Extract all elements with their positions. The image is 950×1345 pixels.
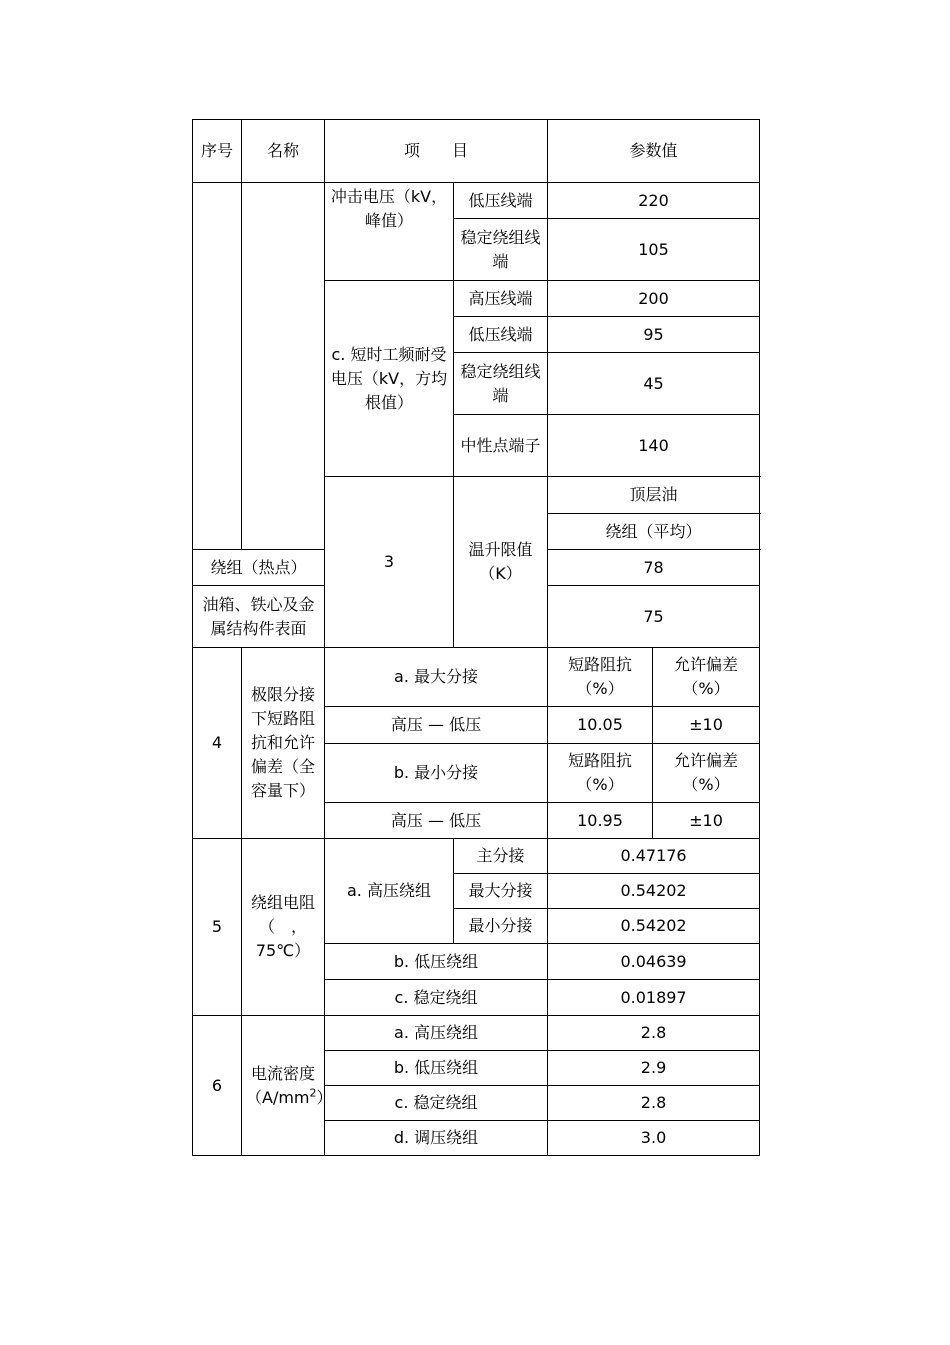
temp-rise-item: 顶层油 (548, 477, 760, 514)
seq-cell-blank (193, 183, 242, 550)
max-tap-label: a. 最大分接 (325, 648, 548, 707)
table-row (193, 1016, 760, 1051)
resistance-item: c. 稳定绕组 (325, 980, 548, 1016)
power-freq-sub-label: 中性点端子 (454, 415, 548, 477)
seq-cell: 3 (325, 477, 454, 648)
power-freq-value: 140 (548, 415, 760, 477)
resistance-value: 0.04639 (548, 944, 760, 980)
power-freq-sub-label: 稳定绕组线端 (454, 353, 548, 415)
resistance-item: b. 低压绕组 (325, 944, 548, 980)
current-density-value: 2.9 (548, 1051, 760, 1086)
power-freq-value: 200 (548, 281, 760, 317)
table-row (193, 648, 760, 707)
hv-tap-label: 最小分接 (454, 909, 548, 944)
temp-rise-item: 绕组（平均） (548, 514, 760, 550)
tolerance-value: ±10 (653, 707, 760, 744)
impulse-voltage-label: 冲击电压（kV，峰值） (325, 183, 454, 281)
impedance-column-header: 短路阻抗（%） (548, 648, 653, 707)
current-density-item: b. 低压绕组 (325, 1051, 548, 1086)
table-row (193, 839, 760, 874)
temp-rise-value: 78 (548, 550, 760, 586)
tolerance-column-header: 允许偏差（%） (653, 648, 760, 707)
winding-pair: 高压 — 低压 (325, 803, 548, 839)
resistance-name: 绕组电阻（ ，75℃） (242, 839, 325, 1016)
resistance-value: 0.01897 (548, 980, 760, 1016)
header-value: 参数值 (548, 120, 760, 183)
impedance-value: 10.05 (548, 707, 653, 744)
impedance-column-header: 短路阻抗（%） (548, 744, 653, 803)
impulse-sub-label: 低压线端 (454, 183, 548, 219)
impulse-value: 105 (548, 219, 760, 281)
hv-tap-label: 最大分接 (454, 874, 548, 909)
power-freq-value: 45 (548, 353, 760, 415)
tolerance-value: ±10 (653, 803, 760, 839)
header-item: 项 目 (325, 120, 548, 183)
impedance-name: 极限分接下短路阻抗和允许偏差（全容量下） (242, 648, 325, 839)
current-density-item: a. 高压绕组 (325, 1016, 548, 1051)
header-row (193, 120, 760, 183)
current-density-value: 2.8 (548, 1016, 760, 1051)
power-freq-sub-label: 低压线端 (454, 317, 548, 353)
resistance-value: 0.47176 (548, 839, 760, 874)
resistance-value: 0.54202 (548, 874, 760, 909)
current-density-value: 3.0 (548, 1121, 760, 1156)
winding-pair: 高压 — 低压 (325, 707, 548, 744)
seq-cell: 5 (193, 839, 242, 1016)
power-freq-value: 95 (548, 317, 760, 353)
seq-cell: 6 (193, 1016, 242, 1156)
impedance-value: 10.95 (548, 803, 653, 839)
temp-rise-item: 油箱、铁心及金属结构件表面 (193, 586, 325, 648)
current-density-name: 电流密度$(A/mm^2)$ (242, 1016, 325, 1156)
tolerance-column-header: 允许偏差（%） (653, 744, 760, 803)
power-freq-sub-label: 高压线端 (454, 281, 548, 317)
min-tap-label: b. 最小分接 (325, 744, 548, 803)
current-density-value: 2.8 (548, 1086, 760, 1121)
resistance-value: 0.54202 (548, 909, 760, 944)
hv-winding-label: a. 高压绕组 (325, 839, 454, 944)
power-freq-voltage-label: c. 短时工频耐受电压（kV，方均根值） (325, 281, 454, 477)
parameter-table (192, 119, 760, 1156)
seq-cell: 4 (193, 648, 242, 839)
current-density-item: d. 调压绕组 (325, 1121, 548, 1156)
table-row (193, 183, 760, 219)
hv-tap-label: 主分接 (454, 839, 548, 874)
temp-rise-name: 温升限值（K） (454, 477, 548, 648)
header-seq: 序号 (193, 120, 242, 183)
impulse-value: 220 (548, 183, 760, 219)
current-density-item: c. 稳定绕组 (325, 1086, 548, 1121)
header-name: 名称 (242, 120, 325, 183)
name-cell-blank (242, 183, 325, 550)
impulse-sub-label: 稳定绕组线端 (454, 219, 548, 281)
temp-rise-item: 绕组（热点） (193, 550, 325, 586)
temp-rise-value: 75 (548, 586, 760, 648)
